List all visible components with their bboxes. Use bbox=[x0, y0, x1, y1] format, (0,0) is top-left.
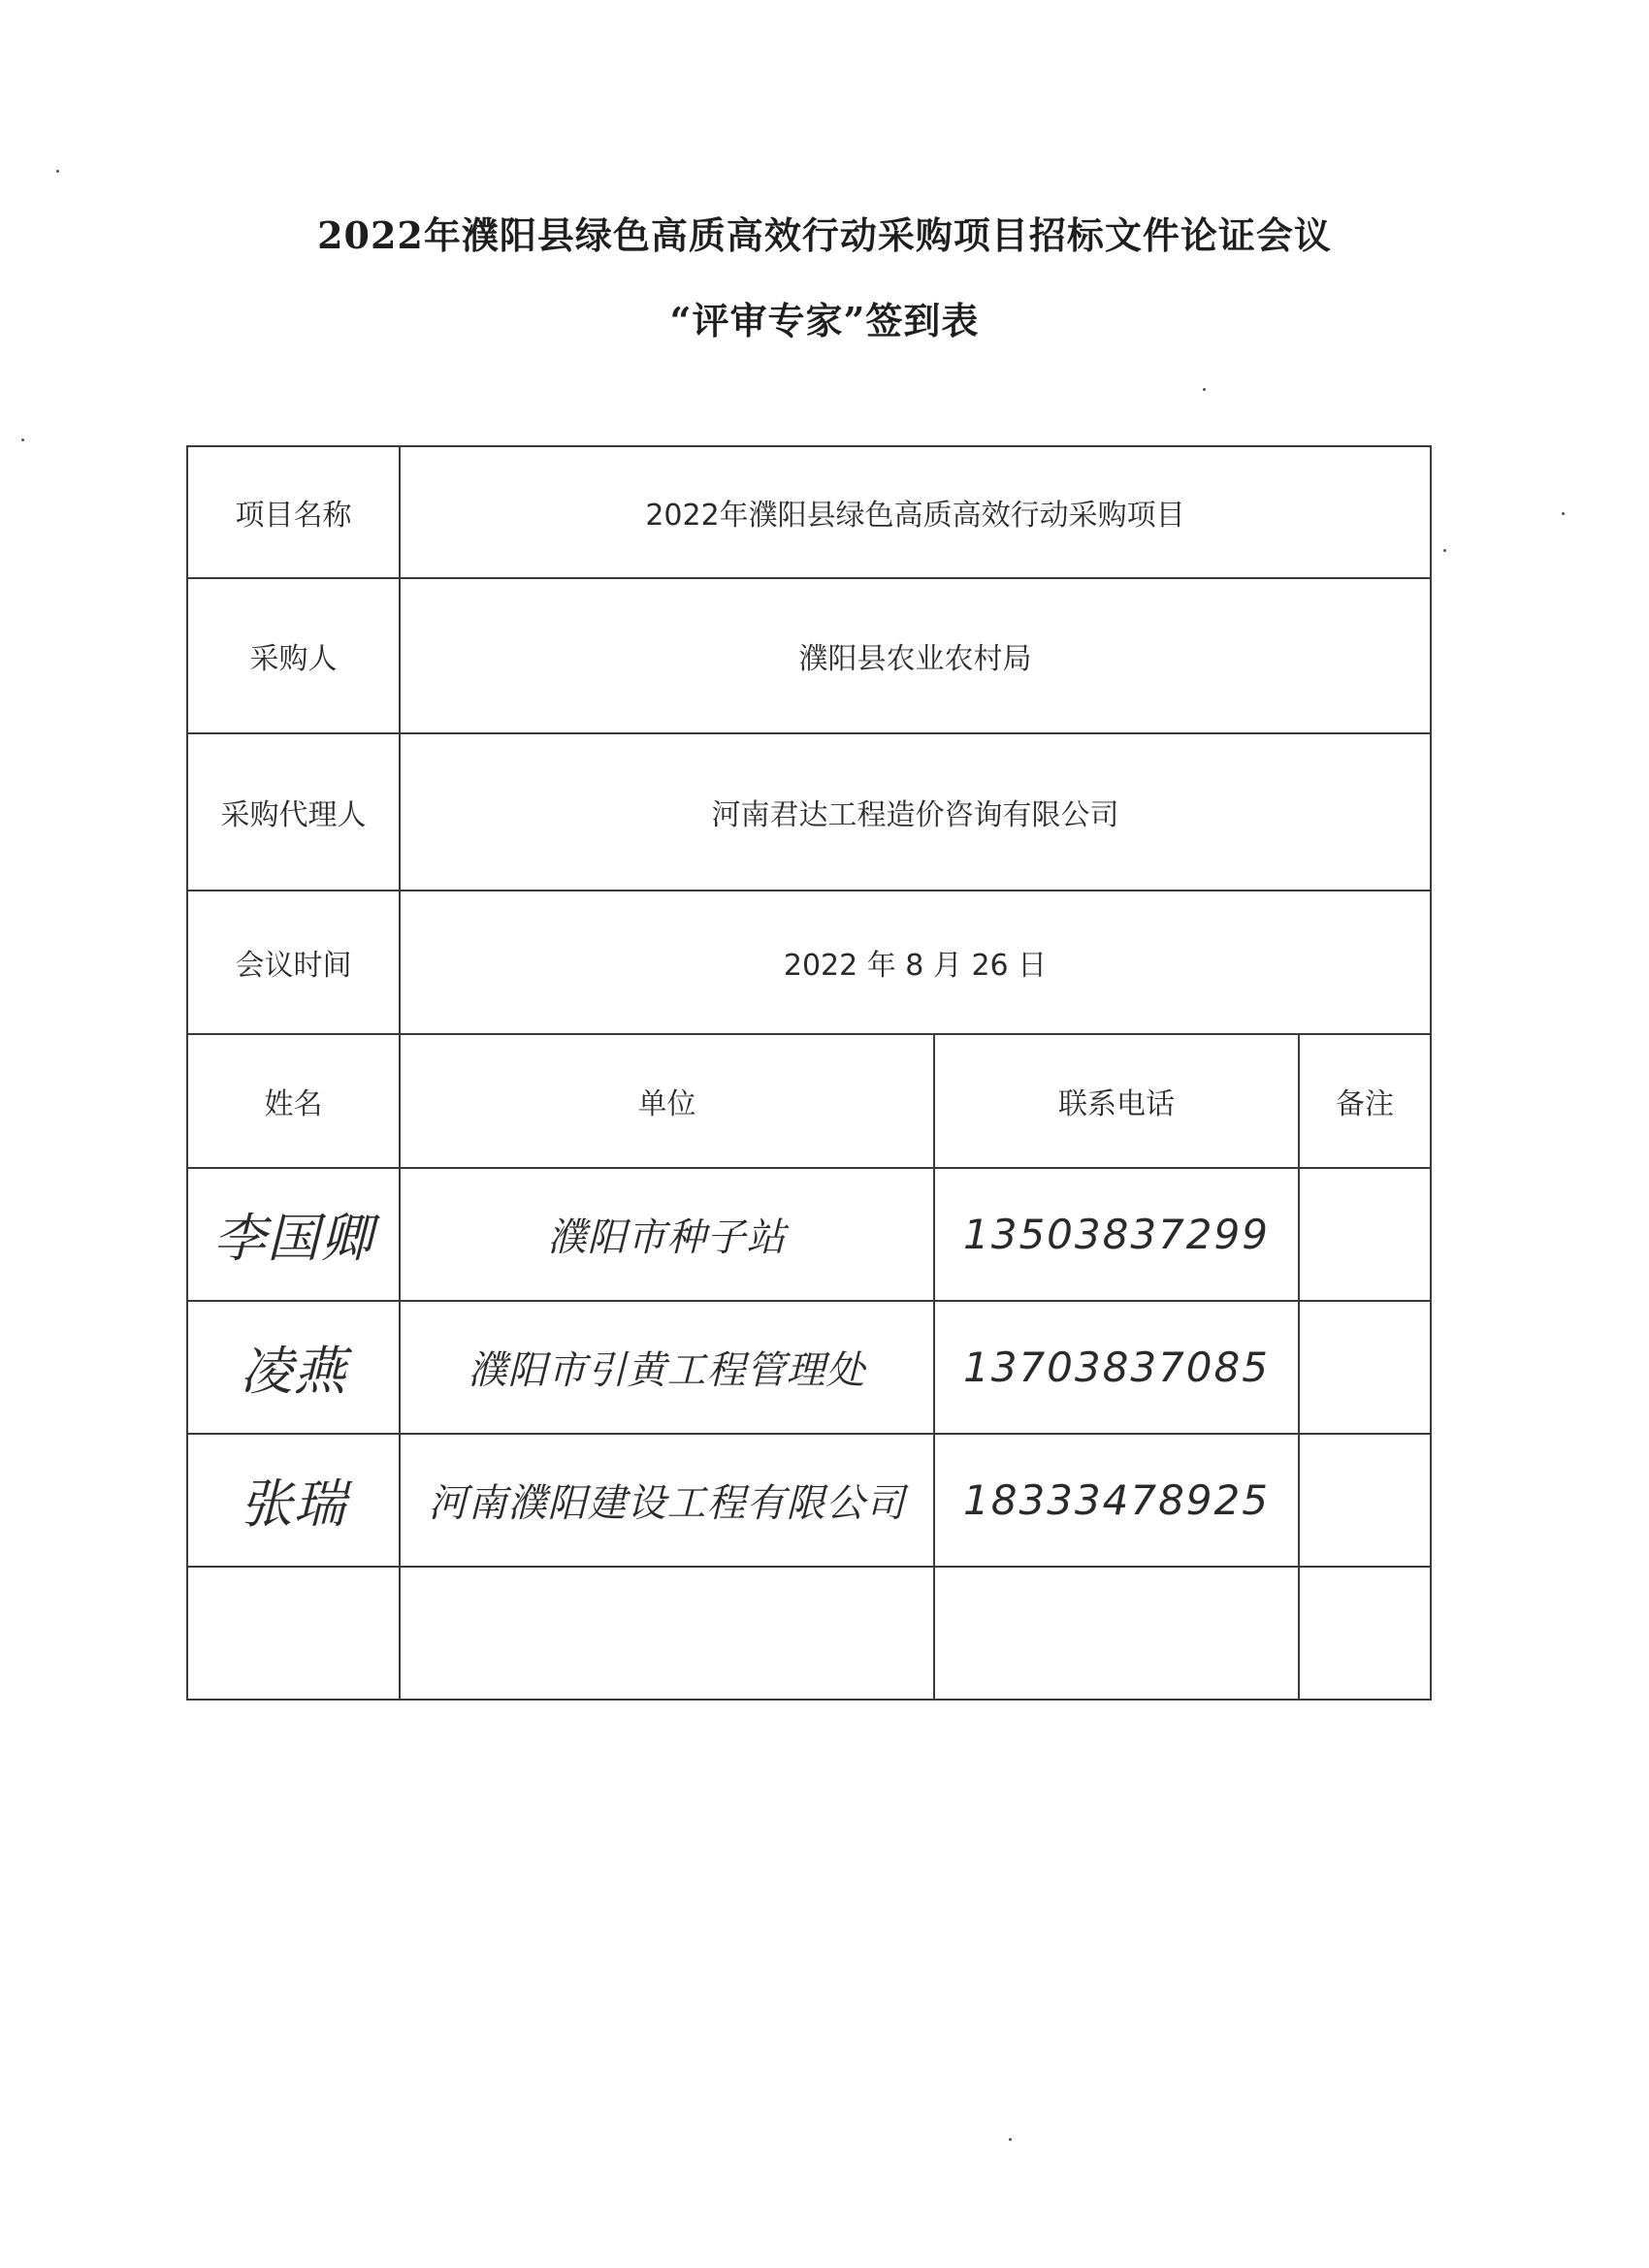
sign-in-table bbox=[186, 445, 1432, 1701]
column-header-name: 姓名 bbox=[187, 1034, 400, 1168]
column-header-row bbox=[187, 1034, 1431, 1168]
signature-unit bbox=[400, 1567, 934, 1700]
signature-phone: 13503837299 bbox=[934, 1168, 1299, 1301]
project-label: 项目名称 bbox=[187, 446, 400, 578]
signature-unit: 濮阳市引黄工程管理处 bbox=[400, 1301, 934, 1434]
buyer-label: 采购人 bbox=[187, 578, 400, 733]
column-header-remark: 备注 bbox=[1299, 1034, 1431, 1168]
meeting-time-label: 会议时间 bbox=[187, 891, 400, 1034]
scan-speck bbox=[1562, 512, 1565, 515]
column-header-unit: 单位 bbox=[400, 1034, 934, 1168]
agent-label: 采购代理人 bbox=[187, 733, 400, 891]
scan-speck bbox=[1203, 388, 1206, 391]
meeting-time-row bbox=[187, 891, 1431, 1034]
signature-phone: 18333478925 bbox=[934, 1434, 1299, 1567]
document-subtitle: “评审专家”签到表 bbox=[669, 299, 980, 342]
signature-phone bbox=[934, 1567, 1299, 1700]
signature-name: 凌燕 bbox=[187, 1301, 400, 1434]
signature-row bbox=[187, 1301, 1431, 1434]
project-row bbox=[187, 446, 1431, 578]
scan-speck bbox=[1443, 549, 1446, 552]
signature-remark bbox=[1299, 1567, 1431, 1700]
signature-row bbox=[187, 1434, 1431, 1567]
signature-phone: 13703837085 bbox=[934, 1301, 1299, 1434]
buyer-value: 濮阳县农业农村局 bbox=[400, 578, 1431, 733]
agent-row bbox=[187, 733, 1431, 891]
scan-speck bbox=[1009, 2138, 1012, 2141]
signature-name: 李国卿 bbox=[187, 1168, 400, 1301]
scan-speck bbox=[56, 170, 59, 173]
agent-value: 河南君达工程造价咨询有限公司 bbox=[400, 733, 1431, 891]
buyer-row bbox=[187, 578, 1431, 733]
signature-remark bbox=[1299, 1301, 1431, 1434]
signature-name: 张瑞 bbox=[187, 1434, 400, 1567]
signature-row-empty bbox=[187, 1567, 1431, 1700]
meeting-time-value: 2022 年 8 月 26 日 bbox=[400, 891, 1431, 1034]
document-title: 2022年濮阳县绿色高质高效行动采购项目招标文件论证会议 bbox=[317, 213, 1332, 257]
signature-remark bbox=[1299, 1168, 1431, 1301]
column-header-phone: 联系电话 bbox=[934, 1034, 1299, 1168]
signature-unit: 濮阳市种子站 bbox=[400, 1168, 934, 1301]
signature-unit: 河南濮阳建设工程有限公司 bbox=[400, 1434, 934, 1567]
project-value: 2022年濮阳县绿色高质高效行动采购项目 bbox=[400, 446, 1431, 578]
signature-name bbox=[187, 1567, 400, 1700]
scan-speck bbox=[21, 438, 24, 441]
signature-row bbox=[187, 1168, 1431, 1301]
signature-remark bbox=[1299, 1434, 1431, 1567]
